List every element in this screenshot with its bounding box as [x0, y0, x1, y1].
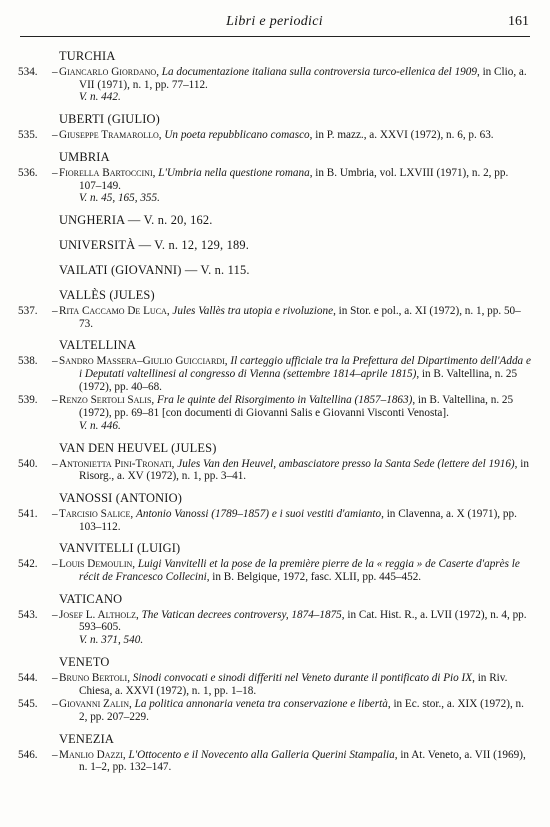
section — [18, 491, 532, 533]
entry-dash: – — [52, 507, 58, 520]
entry-number: 538. — [18, 355, 38, 368]
bibliography-entry: 544. – Bruno Bertoli, Sinodi convocati e sinodi differiti nel Veneto durante il pontificato di Pio IX, in Riv. Chiesa, a. XXVI (1972), n. 1, pp. 1–18. — [18, 671, 508, 697]
section — [18, 150, 532, 205]
section-heading: VALTELLINA — [59, 338, 137, 353]
section — [18, 655, 532, 724]
entry-publication: , in B. Umbria, vol. LXVIII (1971), n. 2, pp. 107–149. — [79, 166, 509, 192]
entry-publication: , in Ec. stor., a. XIX (1972), n. 2, pp. 207–229. — [79, 698, 524, 723]
entry-dash: – — [52, 394, 58, 407]
bibliography-entry: 546. – Manlio Dazzi, L'Ottocento e il Novecento alla Galleria Querini Stampalia, in At. Veneto, a. VII (1969), n. 1–2, pp. 132–147. — [18, 748, 526, 774]
entry-author: Louis Demoulin — [59, 558, 133, 571]
entry-publication: , in B. Valtellina, n. 25 (1972), pp. 40–68. — [79, 368, 518, 393]
bibliography-entry: 534. – Giancarlo Giordano, La documentazione italiana sulla controversia turco-ellenica del 1909, in Clio, a. VII (1971), n. 1, pp. 77–112. V. n. 442. — [18, 66, 532, 104]
entry-number: 539. — [18, 394, 38, 407]
entry-title: Jules Vallès tra utopia e rivoluzione — [172, 304, 334, 317]
bibliography-entry: 543. – Josef L. Altholz, The Vatican decrees controversy, 1874–1875, in Cat. Hist. R., a. LVII (1972), n. 4, pp. 593–605. V. n. 371, 540. — [18, 609, 532, 647]
entry-publication: , in Cat. Hist. R., a. LVII (1972), n. 4, pp. 593–605. — [79, 608, 527, 634]
entry-title: Il carteggio ufficiale tra la Prefettura del Dipartimento dell'Adda e i Deputati valtellinesi al congresso di Vienna (settembre 1814–aprile 1815) — [79, 355, 531, 381]
entry-publication: , in B. Belgique, 1972, fasc. XLII, pp. 445–452. — [206, 571, 422, 584]
section-heading: VENETO — [59, 654, 110, 669]
section — [18, 213, 532, 228]
entry-author: Fiorella Bartoccini — [59, 166, 153, 179]
entry-number: 537. — [18, 304, 38, 317]
entry-dash: – — [52, 304, 58, 317]
entry-number: 544. — [18, 671, 38, 684]
entry-author: Sandro Massera–Giulio Guicciardi — [59, 355, 225, 368]
bibliography-entry: 535. – Giuseppe Tramarollo, Un poeta repubblicano comasco, in P. mazz., a. XXVI (1972), n. 6, p. 63. — [18, 129, 494, 142]
entry-cross-reference: V. n. 442. — [79, 91, 121, 104]
bibliography-entry: 545. – Giovanni Zalin, La politica annonaria veneta tra conservazione e libertà, in Ec. stor., a. XIX (1972), n. 2, pp. 207–229. — [18, 698, 524, 723]
entry-number: 535. — [18, 129, 38, 142]
section-heading: UMBRIA — [59, 149, 110, 164]
bibliography-entry: 541. – Tarcisio Salice, Antonio Vanossi (1789–1857) e i suoi vestiti d'amianto, in Clavenna, a. X (1971), pp. 103–112. — [18, 507, 517, 533]
entry-author: Giovanni Zalin — [59, 698, 129, 711]
entry-title: Un poeta repubblicano comasco — [164, 129, 310, 142]
entry-dash: – — [52, 698, 58, 711]
section — [18, 263, 532, 278]
running-header — [20, 14, 529, 34]
running-title: Libri e periodici — [226, 14, 323, 29]
section — [18, 338, 532, 432]
entry-author: Rita Caccamo De Luca — [59, 304, 167, 317]
entry-author: Antonietta Pini-Tronati — [59, 457, 172, 470]
entry-author: Giancarlo Giordano — [59, 66, 157, 78]
bibliography-entry: 540. – Antonietta Pini-Tronati, Jules Van den Heuvel, ambasciatore presso la Santa Sede (lettere del 1916), in Risorg., a. XV (1972), n. 1, pp. 3–41. — [18, 457, 529, 483]
entry-number: 541. — [18, 507, 38, 520]
bibliography-entry: 542. – Louis Demoulin, Luigi Vanvitelli et la pose de la première pierre de la « reggia » de Caserte d'après le récit de Francesco Collecini, in B. Belgique, 1972, fasc. XLII, pp. 445–452. — [18, 558, 520, 584]
entry-title: Antonio Vanossi (1789–1857) e i suoi vestiti d'amianto — [136, 507, 382, 520]
entry-dash: – — [52, 748, 58, 761]
section — [18, 441, 532, 483]
entry-publication: , in Riv. Chiesa, a. XXVI (1972), n. 1, pp. 1–18. — [79, 671, 508, 697]
entry-dash: – — [52, 166, 58, 179]
section — [18, 541, 532, 583]
entry-author: Manlio Dazzi — [59, 748, 123, 761]
bibliography-entry: 536. – Fiorella Bartoccini, L'Umbria nella questione romana, in B. Umbria, vol. LXVIII (1971), n. 2, pp. 107–149. V. n. 45, 165, 355. — [18, 167, 532, 205]
section-heading: VAN DEN HEUVEL (JULES) — [59, 440, 217, 455]
section — [18, 238, 532, 253]
section — [18, 732, 532, 774]
entry-title: La politica annonaria veneta tra conservazione e libertà — [134, 698, 388, 711]
bibliography-entry: 539. – Renzo Sertoli Salis, Fra le quinte del Risorgimento in Valtellina (1857–1863), in B. Valtellina, n. 25 (1972), pp. 69–81 [con documenti di Giovanni Salis e Giovanni Visconti Venosta]. V. n. 446. — [18, 394, 532, 432]
entry-dash: – — [52, 457, 58, 470]
section-heading: UNGHERIA — V. n. 20, 162. — [59, 212, 213, 227]
entry-title: La documentazione italiana sulla controversia turco-ellenica del 1909 — [161, 66, 477, 78]
section — [18, 49, 532, 104]
entry-cross-reference: V. n. 371, 540. — [79, 634, 144, 647]
entry-number: 542. — [18, 558, 38, 571]
entry-dash: – — [52, 355, 58, 368]
entry-number: 534. — [18, 66, 38, 78]
entry-publication: , in At. Veneto, a. VII (1969), n. 1–2, pp. 132–147. — [79, 748, 526, 774]
section-heading: VATICANO — [59, 591, 123, 606]
entry-number: 545. — [18, 698, 38, 711]
section-heading: VAILATI (GIOVANNI) — V. n. 115. — [59, 262, 250, 277]
entry-author: Renzo Sertoli Salis — [59, 394, 152, 407]
entry-author: Giuseppe Tramarollo — [59, 129, 159, 142]
entry-dash: – — [52, 671, 58, 684]
entry-number: 536. — [18, 166, 38, 179]
entry-title: L'Ottocento e il Novecento alla Galleria Querini Stampalia — [128, 748, 395, 761]
entry-dash: – — [52, 66, 58, 78]
entry-cross-reference: V. n. 45, 165, 355. — [79, 192, 160, 205]
entry-number: 546. — [18, 748, 38, 761]
entry-title: L'Umbria nella questione romana — [158, 166, 310, 179]
entry-title: Fra le quinte del Risorgimento in Valtellina (1857–1863) — [157, 394, 413, 407]
bibliography-entry: 537. – Rita Caccamo De Luca, Jules Vallès tra utopia e rivoluzione, in Stor. e pol., a. XI (1972), n. 1, pp. 50–73. — [18, 304, 521, 330]
section — [18, 112, 532, 142]
bibliography-entry: 538. – Sandro Massera–Giulio Guicciardi, Il carteggio ufficiale tra la Prefettura del Dipartimento dell'Adda e i Deputati valtellinesi al congresso di Vienna (settembre 1814–aprile 1815), in B. Valtellina, n. 25 (1972), pp. 40–68. — [18, 355, 531, 393]
section-heading: UBERTI (GIULIO) — [59, 112, 161, 127]
section-heading: VANVITELLI (LUIGI) — [59, 541, 181, 556]
entry-publication: , in B. Valtellina, n. 25 (1972), pp. 69–81 [con documenti di Giovanni Salis e Giovanni Visconti Venosta]. — [79, 394, 514, 420]
entry-title: The Vatican decrees controversy, 1874–1875 — [141, 608, 342, 621]
section-heading: VANOSSI (ANTONIO) — [59, 490, 183, 505]
entry-number: 543. — [18, 608, 38, 621]
section — [18, 592, 532, 647]
entry-title: Jules Van den Heuvel, ambasciatore presso la Santa Sede (lettere del 1916) — [177, 457, 515, 470]
bibliography-list — [18, 49, 532, 782]
section-heading: VENEZIA — [59, 731, 115, 746]
entry-dash: – — [52, 129, 58, 142]
entry-publication: , in Clio, a. VII (1971), n. 1, pp. 77–112. — [79, 66, 527, 91]
section-heading: TURCHIA — [59, 49, 116, 63]
entry-title: Luigi Vanvitelli et la pose de la première pierre de la « reggia » de Caserte d'après le récit de Francesco Collecini — [79, 558, 520, 584]
section-heading: VALLÈS (JULES) — [59, 287, 155, 302]
entry-author: Bruno Bertoli — [59, 671, 128, 684]
entry-author: Josef L. Altholz — [59, 608, 136, 621]
entry-publication: , in Clavenna, a. X (1971), pp. 103–112. — [79, 507, 517, 533]
entry-title: Sinodi convocati e sinodi differiti nel Veneto durante il pontificato di Pio IX — [132, 671, 473, 684]
entry-author: Tarcisio Salice — [59, 507, 131, 520]
entry-cross-reference: V. n. 446. — [79, 419, 121, 432]
entry-number: 540. — [18, 457, 38, 470]
entry-dash: – — [52, 558, 58, 571]
entry-publication: , in Stor. e pol., a. XI (1972), n. 1, pp. 50–73. — [79, 304, 521, 330]
section-heading: UNIVERSITÀ — V. n. 12, 129, 189. — [59, 237, 250, 252]
entry-publication: , in Risorg., a. XV (1972), n. 1, pp. 3–41. — [79, 457, 529, 483]
section — [18, 288, 532, 330]
page-number: 161 — [508, 14, 529, 29]
header-rule — [20, 36, 530, 37]
entry-dash: – — [52, 608, 58, 621]
entry-publication: , in P. mazz., a. XXVI (1972), n. 6, p. 63. — [309, 129, 494, 142]
